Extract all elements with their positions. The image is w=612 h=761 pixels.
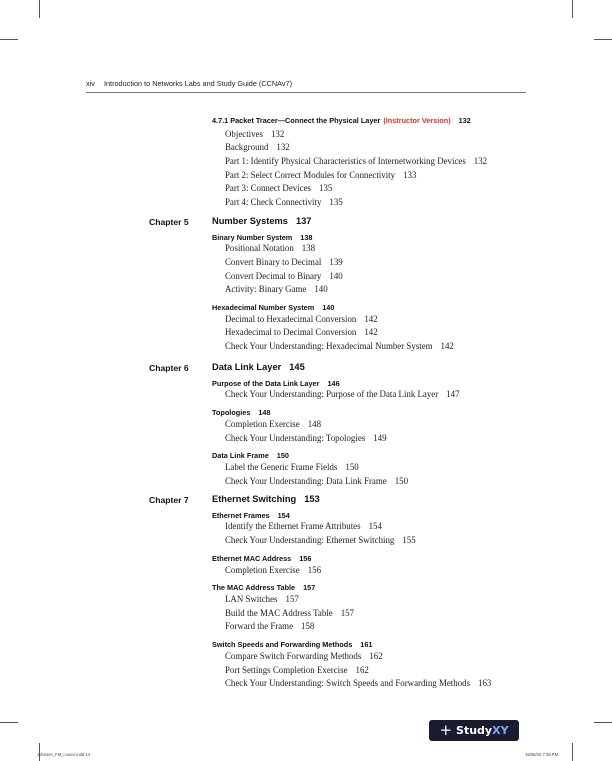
item-text: Check Your Understanding: Data Link Frame [225,475,387,486]
section-title-text: 4.7.1 Packet Tracer—Connect the Physical Layer [212,116,381,125]
chapter-title-text: Number Systems [212,216,288,226]
toc-item [225,462,359,472]
toc-item [225,156,487,166]
page-number: 132 [458,116,471,125]
item-text: Part 1: Identify Physical Characteristics of Internetworking Devices [225,156,466,166]
toc-item [225,476,408,486]
crop-mark [572,0,573,18]
page-number: 148 [307,418,321,429]
chapter-label [149,217,189,227]
item-text: Activity: Binary Game [225,284,307,295]
page-number: 157 [285,594,299,605]
toc-item [225,142,290,152]
section-heading-text: Binary Number System [212,232,293,242]
toc-item [225,594,299,604]
chapter-label [149,363,189,373]
item-text: Completion Exercise [225,564,300,575]
toc-item [225,535,416,545]
page-number: 157 [303,583,316,593]
page-number: 161 [360,640,373,650]
toc-section-heading [212,408,271,417]
page-number: 142 [364,313,378,324]
page-number: 140 [322,302,335,312]
page-number: 140 [329,270,343,281]
page-number: 156 [299,553,312,563]
toc-item [225,678,491,688]
toc-item [225,183,332,193]
item-text: Identify the Ethernet Frame Attributes [225,521,361,532]
page-number: 162 [369,650,383,661]
header-book-title: Introduction to Networks Labs and Study Guide (CCNAv7) [103,79,293,88]
item-text: Convert Binary to Decimal [225,256,322,267]
page-number: 145 [289,362,305,372]
item-text: Check Your Understanding: Topologies [225,432,366,443]
toc-section-heading [212,303,334,312]
page-number: 146 [327,378,340,388]
chapter-title [212,216,311,226]
page-number: 150 [345,462,359,473]
item-text: Build the MAC Address Table [225,607,333,618]
page-number: 163 [478,678,492,689]
item-text: Port Settings Completion Exercise [225,664,348,675]
toc-item [225,327,378,337]
page-number: 154 [277,510,290,520]
page-number: 133 [403,169,417,180]
page-number: 157 [340,607,354,618]
crop-mark [572,743,573,761]
toc-item [225,257,343,267]
toc-item [225,197,343,207]
section-heading-text: Purpose of the Data Link Layer [212,378,320,388]
chapter-label [149,495,189,505]
crop-mark [39,0,40,18]
item-text: Hexadecimal to Decimal Conversion [225,327,357,338]
toc-item [225,314,378,324]
page-number: 132 [276,142,290,153]
section-heading-text: Data Link Frame [212,451,269,461]
logo-name-a: Study [456,724,493,737]
toc-section-heading [212,640,372,649]
page-number: 148 [258,408,271,418]
logo-name-b: XY [492,724,509,737]
toc-section-heading [212,511,290,520]
page-number: 138 [300,232,313,242]
plus-icon: + [439,721,453,739]
page-number: 137 [295,216,312,226]
toc-item [225,608,354,618]
crop-mark [594,722,612,723]
footer-file-slug: Johnson_FM_i-xxxvi.indd 14 [37,752,91,757]
header-rule [86,92,526,93]
header-page-number: xiv [86,79,95,88]
page-number: 138 [301,243,316,254]
toc-section-heading [212,554,311,563]
section-heading-text: Ethernet Frames [212,510,270,520]
page-number: 140 [314,284,328,295]
item-text: Decimal to Hexadecimal Conversion [225,313,357,324]
item-text: Check Your Understanding: Ethernet Switching [225,534,395,545]
toc-item [225,129,284,139]
toc-item [225,521,382,531]
chapter-title [212,362,305,372]
section-title-highlight: (Instructor Version) [383,116,451,125]
chapter-label-text: Chapter 7 [149,495,189,505]
page-number: 139 [329,256,343,267]
studyxy-logo [429,720,519,741]
chapter-title-text: Ethernet Switching [212,494,297,504]
chapter-title-text: Data Link Layer [212,362,282,372]
page-number: 155 [402,534,416,545]
section-heading-text: The MAC Address Table [212,583,296,593]
chapter-title [212,494,320,504]
section-heading-text: Topologies [212,408,251,418]
item-text: Background [225,142,269,153]
page-number: 149 [373,432,387,443]
toc-section-title [212,116,471,125]
item-text: Part 3: Connect Devices [225,183,312,194]
crop-mark [0,39,18,40]
page-number: 158 [301,621,315,632]
page-number: 153 [304,494,320,504]
crop-mark [594,39,612,40]
item-text: Completion Exercise [225,418,300,429]
toc-item [225,341,454,351]
page-number: 156 [307,564,321,575]
footer-timestamp: 15/08/20 7:39 PM [525,752,559,757]
item-text: Objectives [225,128,263,139]
item-text: Check Your Understanding: Hexadecimal Number System [225,340,433,351]
page-number: 150 [394,475,409,486]
chapter-label-text: Chapter 5 [149,217,189,227]
page-number: 142 [364,327,378,338]
toc-item [225,419,321,429]
item-text: Compare Switch Forwarding Methods [225,650,362,661]
item-text: Label the Generic Frame Fields [225,462,338,473]
toc-item [225,284,328,294]
item-text: Forward the Frame [225,621,294,632]
chapter-label-text: Chapter 6 [149,363,189,373]
toc-section-heading [212,233,312,242]
toc-item [225,621,314,631]
page-number: 142 [440,340,454,351]
page-number: 135 [319,183,333,194]
item-text: Part 4: Check Connectivity [225,196,322,207]
page-number: 150 [276,451,289,461]
toc-section-heading [212,583,315,592]
page-number: 147 [446,389,460,400]
page-number: 132 [473,156,488,166]
page-number: 162 [355,664,369,675]
page-number: 154 [368,521,382,532]
section-heading-text: Ethernet MAC Address [212,553,292,563]
toc-item [225,243,315,253]
item-text: Convert Decimal to Binary [225,270,322,281]
running-header [86,79,292,88]
item-text: Check Your Understanding: Purpose of the Data Link Layer [225,389,439,400]
page-number: 135 [329,196,343,207]
toc-item [225,170,416,180]
toc-item [225,389,460,399]
toc-section-heading [212,451,289,460]
section-heading-text: Hexadecimal Number System [212,302,315,312]
toc-item [225,565,321,575]
toc-item [225,665,369,675]
item-text: Check Your Understanding: Switch Speeds and Forwarding Methods [225,678,471,689]
toc-item [225,271,343,281]
item-text: Positional Notation [225,243,294,254]
toc-section-heading [212,379,340,388]
item-text: LAN Switches [225,594,278,605]
section-heading-text: Switch Speeds and Forwarding Methods [212,640,353,650]
crop-mark [0,722,18,723]
toc-item [225,433,387,443]
item-text: Part 2: Select Correct Modules for Connectivity [225,169,396,180]
toc-item [225,651,383,661]
page-number: 132 [270,128,285,139]
